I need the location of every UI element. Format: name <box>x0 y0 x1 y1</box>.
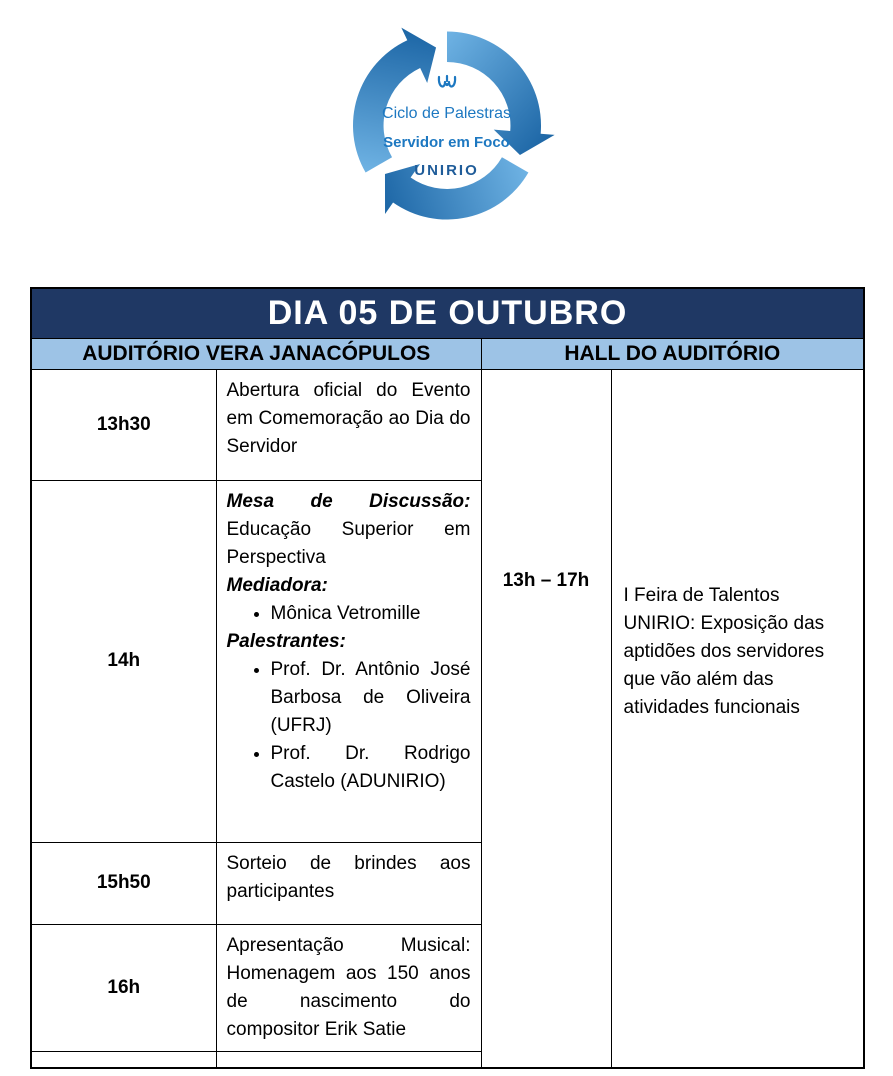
logo-title: Ciclo de Palestras <box>382 105 511 122</box>
empty-cell <box>216 1051 481 1068</box>
session-topic: Educação Superior em Perspectiva <box>226 518 471 568</box>
unirio-emblem-icon <box>435 74 459 94</box>
table-row <box>31 369 864 480</box>
hall-event-description: I Feira de Talentos UNIRIO: Exposição das aptidões dos servidores que vão além das atividades funcionais <box>611 369 864 1068</box>
session-topic-label: Mesa de Discussão: <box>226 490 471 512</box>
speakers-label: Palestrantes: <box>226 630 346 652</box>
logo-subtitle: Servidor em Foco <box>383 134 510 151</box>
mediator-label: Mediadora: <box>226 574 328 596</box>
empty-cell <box>31 1051 216 1068</box>
logo-institution: UNIRIO <box>414 162 479 179</box>
left-venue-header: AUDITÓRIO VERA JANACÓPULOS <box>31 338 481 369</box>
table-title-row <box>31 288 864 338</box>
event-logo <box>327 8 567 243</box>
mediator-list <box>251 600 471 628</box>
table-header-row <box>31 338 864 369</box>
event-14h-description <box>216 480 481 842</box>
logo-center-text <box>327 8 567 243</box>
event-16h-description: Apresentação Musical: Homenagem aos 150 anos de nascimento do compositor Erik Satie <box>216 924 481 1051</box>
time-13h30: 13h30 <box>31 369 216 480</box>
day-title: DIA 05 DE OUTUBRO <box>31 288 864 338</box>
time-14h: 14h <box>31 480 216 842</box>
right-venue-header: HALL DO AUDITÓRIO <box>481 338 864 369</box>
list-item: • Prof. Dr. Rodrigo Castelo (ADUNIRIO) <box>271 740 471 796</box>
event-15h50-description: Sorteio de brindes aos participantes <box>216 842 481 924</box>
event-13h30-description: Abertura oficial do Evento em Comemoração ao Dia do Servidor <box>216 369 481 480</box>
list-item: • Prof. Dr. Antônio José Barbosa de Oliveira (UFRJ) <box>271 656 471 740</box>
list-item: • Mônica Vetromille <box>271 600 471 628</box>
hall-time-range: 13h – 17h <box>481 369 611 1068</box>
schedule-table <box>30 287 865 1069</box>
time-16h: 16h <box>31 924 216 1051</box>
speakers-list <box>251 656 471 796</box>
time-15h50: 15h50 <box>31 842 216 924</box>
